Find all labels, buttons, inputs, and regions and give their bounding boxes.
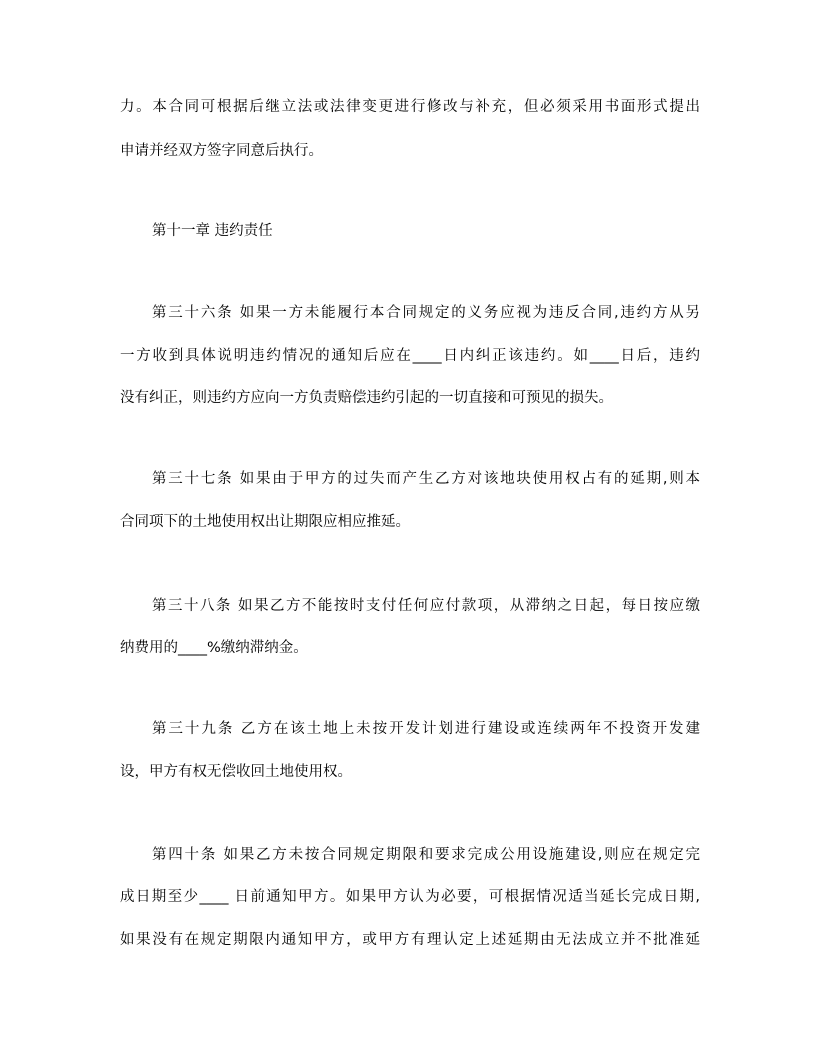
article-38-line: 纳费用的____%缴纳滞纳金。 (120, 640, 308, 656)
paragraph-line: 申请并经双方签字同意后执行。 (120, 143, 323, 159)
article-39-line: 第三十九条 乙方在该土地上未按开发计划进行建设或连续两年不投资开发建 (152, 721, 700, 737)
article-37-line: 合同项下的土地使用权出让期限应相应推延。 (120, 514, 410, 530)
article-40-line: 如果没有在规定期限内通知甲方，或甲方有理认定上述延期由无法成立并不批准延 (120, 932, 700, 948)
article-38-line: 第三十八条 如果乙方不能按时支付任何应付款项，从滞纳之日起，每日按应缴 (152, 598, 700, 614)
article-36-line: 第三十六条 如果一方未能履行本合同规定的义务应视为违反合同,违约方从另 (152, 305, 700, 321)
article-36-line: 没有纠正，则违约方应向一方负责赔偿违约引起的一切直接和可预见的损失。 (120, 390, 613, 406)
chapter-heading: 第十一章 违约责任 (152, 223, 273, 239)
article-39-line: 设，甲方有权无偿收回土地使用权。 (120, 764, 352, 780)
article-37-line: 第三十七条 如果由于甲方的过失而产生乙方对该地块使用权占有的延期,则本 (152, 471, 700, 487)
article-40-line: 第四十条 如果乙方未按合同规定期限和要求完成公用设施建设,则应在规定完 (152, 847, 700, 863)
article-36-line: 一方收到具体说明违约情况的通知后应在____日内纠正该违约。如____日后，违约 (120, 348, 700, 364)
paragraph-line: 力。本合同可根据后继立法或法律变更进行修改与补充，但必须采用书面形式提出 (120, 99, 700, 115)
article-40-line: 成日期至少____ 日前通知甲方。如果甲方认为必要，可根据情况适当延长完成日期, (120, 889, 700, 905)
